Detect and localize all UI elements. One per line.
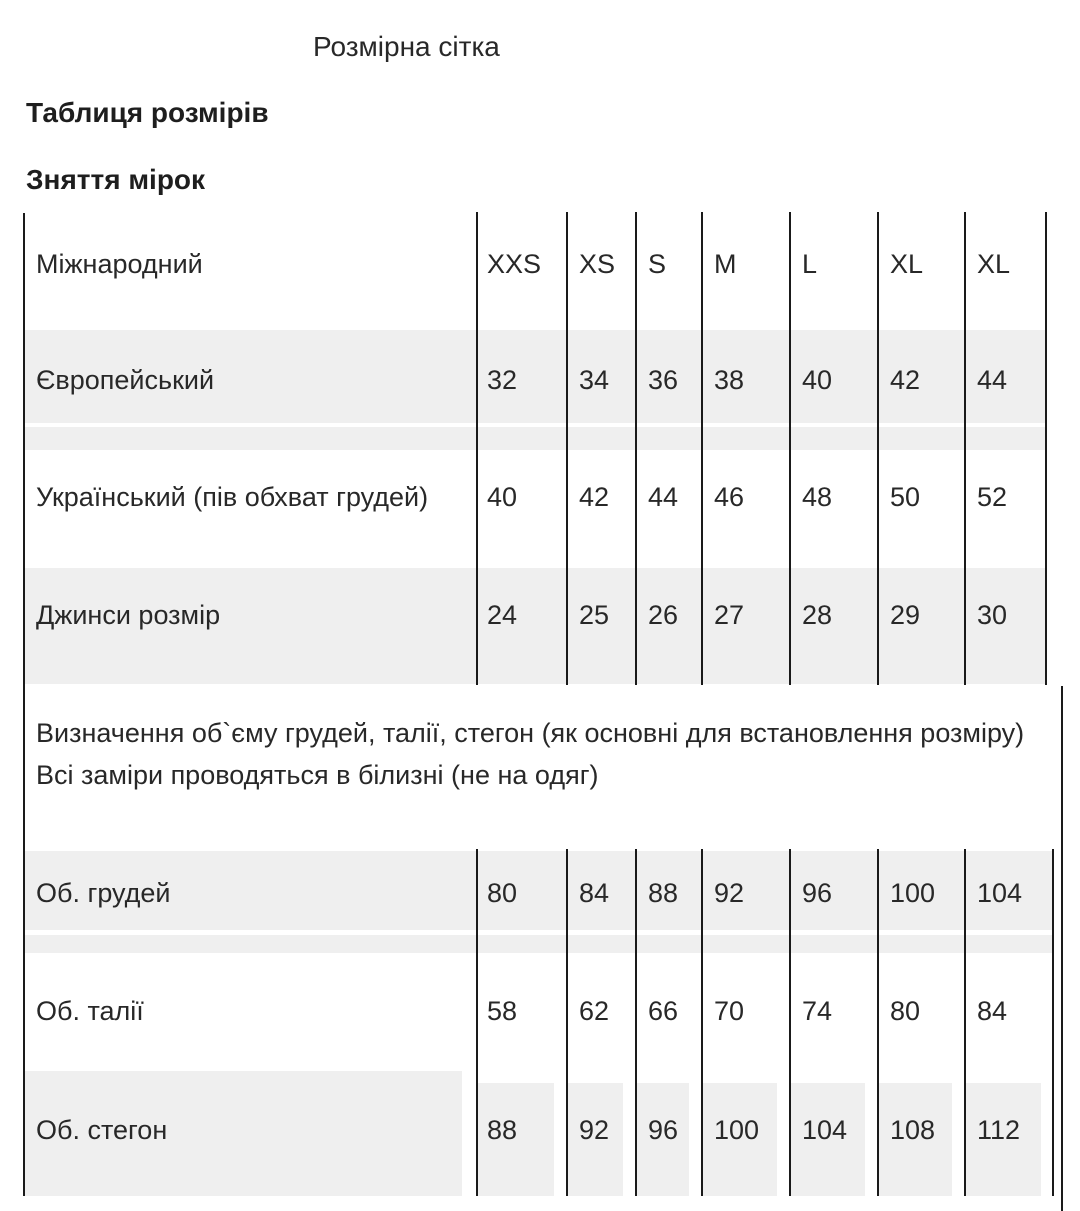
- column-divider: [476, 849, 478, 1196]
- size-cell: 32: [487, 365, 518, 395]
- note-line-2: Всі заміри проводяться в білизні (не на одяг): [36, 760, 599, 790]
- size-cell: 88: [648, 878, 679, 908]
- note-line-1: Визначення об`єму грудей, талії, стегон (як основні для встановлення розміру): [36, 718, 1025, 748]
- row-label: Український (пів обхват грудей): [36, 482, 429, 512]
- size-cell: 112: [977, 1115, 1021, 1145]
- size-cell: 40: [802, 365, 833, 395]
- size-cell: XS: [579, 249, 616, 279]
- size-cell: 24: [487, 600, 518, 630]
- row-label: Об. грудей: [36, 878, 171, 908]
- size-cell: XL: [977, 249, 1011, 279]
- size-cell: 44: [648, 482, 679, 512]
- size-cell: 88: [487, 1115, 518, 1145]
- table-row-european: [0, 360, 1080, 400]
- column-divider: [635, 212, 637, 685]
- column-divider: [964, 849, 966, 1196]
- size-cell: 40: [487, 482, 518, 512]
- size-cell: 74: [802, 996, 833, 1026]
- row-label: Джинси розмір: [36, 600, 221, 630]
- section-right-border: [1061, 686, 1063, 1211]
- size-cell: 62: [579, 996, 610, 1026]
- spacer-stripe: [24, 935, 1053, 953]
- size-cell: 104: [802, 1115, 848, 1145]
- size-cell: 29: [890, 600, 921, 630]
- size-cell: 25: [579, 600, 610, 630]
- section-title-size-table: Таблиця розмірів: [26, 97, 269, 128]
- size-cell: 66: [648, 996, 679, 1026]
- size-cell: 28: [802, 600, 833, 630]
- size-cell: 84: [579, 878, 610, 908]
- size-cell: 92: [579, 1115, 610, 1145]
- table-right-border: [1045, 212, 1047, 685]
- size-cell: 30: [977, 600, 1008, 630]
- size-cell: 42: [890, 365, 921, 395]
- table-row-hips: [0, 1110, 1080, 1150]
- column-divider: [566, 849, 568, 1196]
- column-divider: [964, 212, 966, 685]
- column-divider: [701, 212, 703, 685]
- column-divider: [566, 212, 568, 685]
- size-cell: 80: [487, 878, 518, 908]
- table-row-jeans: [0, 595, 1080, 635]
- size-cell: 92: [714, 878, 745, 908]
- size-cell: XL: [890, 249, 924, 279]
- row-label: Європейський: [36, 365, 215, 395]
- size-cell: 46: [714, 482, 745, 512]
- size-cell: 108: [890, 1115, 936, 1145]
- column-divider: [635, 849, 637, 1196]
- size-cell: 36: [648, 365, 679, 395]
- size-cell: 104: [977, 878, 1023, 908]
- column-divider: [476, 212, 478, 685]
- size-cell: 100: [714, 1115, 760, 1145]
- column-divider: [789, 212, 791, 685]
- size-cell: 100: [890, 878, 936, 908]
- table-row-ukrainian: [0, 477, 1080, 517]
- row-label: Міжнародний: [36, 249, 203, 279]
- table-row-international: [0, 244, 1080, 284]
- size-cell: 52: [977, 482, 1008, 512]
- size-cell: 84: [977, 996, 1008, 1026]
- size-cell: 34: [579, 365, 610, 395]
- size-cell: 44: [977, 365, 1008, 395]
- size-cell: 58: [487, 996, 518, 1026]
- size-cell: 26: [648, 600, 679, 630]
- table-left-border: [23, 213, 25, 1196]
- size-cell: 48: [802, 482, 833, 512]
- table-right-border: [1052, 849, 1054, 1196]
- size-cell: 80: [890, 996, 921, 1026]
- page-subtitle: Розмірна сітка: [313, 31, 500, 62]
- spacer-stripe: [24, 427, 1046, 450]
- size-cell: 38: [714, 365, 745, 395]
- size-cell: S: [648, 249, 667, 279]
- table-row-chest: [0, 873, 1080, 913]
- size-cell: L: [802, 249, 818, 279]
- size-cell: 50: [890, 482, 921, 512]
- size-cell: 27: [714, 600, 745, 630]
- size-cell: XXS: [487, 249, 542, 279]
- size-cell: M: [714, 249, 737, 279]
- row-label: Об. стегон: [36, 1115, 168, 1145]
- section-title-measurements: Зняття мірок: [26, 164, 206, 195]
- column-divider: [789, 849, 791, 1196]
- column-divider: [701, 849, 703, 1196]
- size-cell: 70: [714, 996, 745, 1026]
- row-label: Об. талії: [36, 996, 144, 1026]
- size-cell: 96: [648, 1115, 679, 1145]
- table-row-waist: [0, 991, 1080, 1031]
- size-cell: 96: [802, 878, 833, 908]
- size-cell: 42: [579, 482, 610, 512]
- column-divider: [877, 849, 879, 1196]
- column-divider: [877, 212, 879, 685]
